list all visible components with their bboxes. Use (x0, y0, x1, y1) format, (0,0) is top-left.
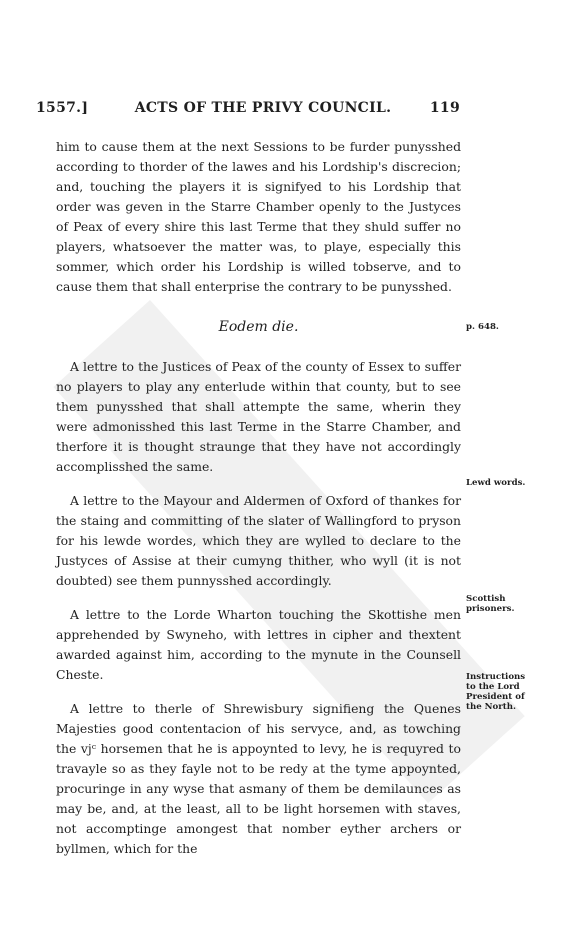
date-heading: Eodem die. (218, 319, 299, 335)
date-heading-row (56, 313, 461, 347)
margin-page-ref: p. 648. (466, 322, 499, 332)
margin-note-lewd-words: Lewd words. (466, 478, 526, 488)
page-body (56, 137, 461, 873)
running-header (36, 100, 460, 116)
paragraph-oxford-letter: A lettre to the Mayour and Aldermen of Oxford of thankes for the staing and committing of the slater of Wallingford to pryson for his lewde wordes, which they are wylled to declare to the Justyces of Assise at their cumyng thither, who wyll (it is not doubted) see them punnysshed accordingly. (56, 493, 461, 588)
page-number: 119 (429, 100, 460, 116)
header-year: 1557.] (36, 100, 89, 116)
paragraph-essex-letter: A lettre to the Justices of Peax of the county of Essex to suffer no players to play any enterlude within that county, but to see them punysshed that shall attempte the same, wherin they were admonisshed this last Terme in the Starre Chamber, and therfore it is thought straunge that they have not accordingly accomplisshed the same. (56, 359, 461, 474)
paragraph-shrewsbury-letter: A lettre to therle of Shrewisbury signifieng the Quenes Majesties good contentacion of his servyce, and, as towching the vjᶜ horsemen that he is appoynted to levy, he is requyred to travayle so as they fayle not to be redy at the tyme appoynted, procuringe in any wyse that asmany of them be demilaunces as may be, and, at the least, all to be light horsemen with staves, not accomptinge amongest that nomber eyther archers or byllmen, which for the (56, 701, 461, 856)
paragraph-continuation: him to cause them at the next Sessions to be furder punysshed according to thorder of the lawes and his Lordship's discrecion; and, touching the players it is signifyed to his Lordship that order was geven in the Starre Chamber openly to the Justyces of Peax of every shire this last Terme that they shuld suffer no players, whatsoever the matter was, to playe, especially this sommer, which order his Lordship is willed tobserve, and to cause them that shall enterprise the contrary to be punysshed. (56, 139, 461, 294)
paragraph-wharton-letter: A lettre to the Lorde Wharton touching the Skottishe men apprehended by Swyneho, with lettres in cipher and thextent awarded against him, according to the mynute in the Counsell Cheste. (56, 607, 461, 682)
header-title: ACTS OF THE PRIVY COUNCIL. (134, 100, 392, 116)
margin-note-instructions: Instructions to the Lord President of the North. (466, 672, 526, 712)
margin-note-scottish-prisoners: Scottish prisoners. (466, 594, 515, 614)
